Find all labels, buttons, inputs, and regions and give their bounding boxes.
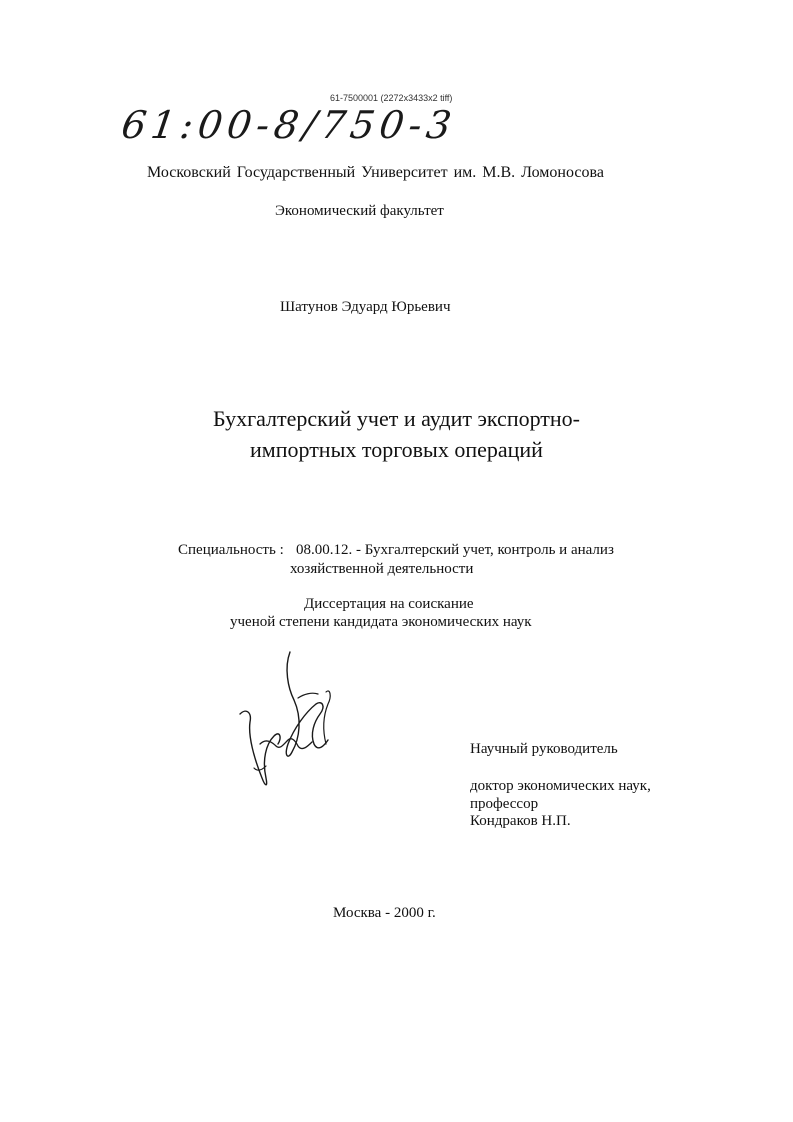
supervisor-name: Кондраков Н.П. [470, 813, 571, 829]
specialty-label: Специальность : [178, 542, 284, 558]
supervisor-rank: профессор [470, 796, 539, 812]
dissertation-purpose-line-1: Диссертация на соискание [304, 596, 474, 612]
title-line-2: импортных торговых операций [250, 437, 543, 462]
dissertation-purpose-line-2: ученой степени кандидата экономических наук [230, 614, 532, 630]
dissertation-title [0, 403, 793, 465]
title-line-1: Бухгалтерский учет и аудит экспортно- [212, 406, 581, 431]
specialty-code-line-2: хозяйственной деятельности [290, 561, 474, 577]
supervisor-degree: доктор экономических наук, [470, 778, 651, 794]
handwritten-archive-code: 61:00-8/750-3 [118, 103, 459, 147]
author-signature [232, 648, 342, 790]
scan-id-label: 61-7500001 (2272x3433x2 tiff) [330, 93, 453, 103]
university-name: Московский Государственный Университет им. М.В. Ломоносова [147, 164, 604, 181]
faculty-name: Экономический факультет [275, 203, 444, 219]
specialty-code-line-1: 08.00.12. - Бухгалтерский учет, контроль и анализ [296, 542, 614, 558]
author-name: Шатунов Эдуард Юрьевич [280, 299, 451, 315]
supervisor-label: Научный руководитель [470, 741, 618, 757]
city-and-year: Москва - 2000 г. [333, 905, 436, 921]
